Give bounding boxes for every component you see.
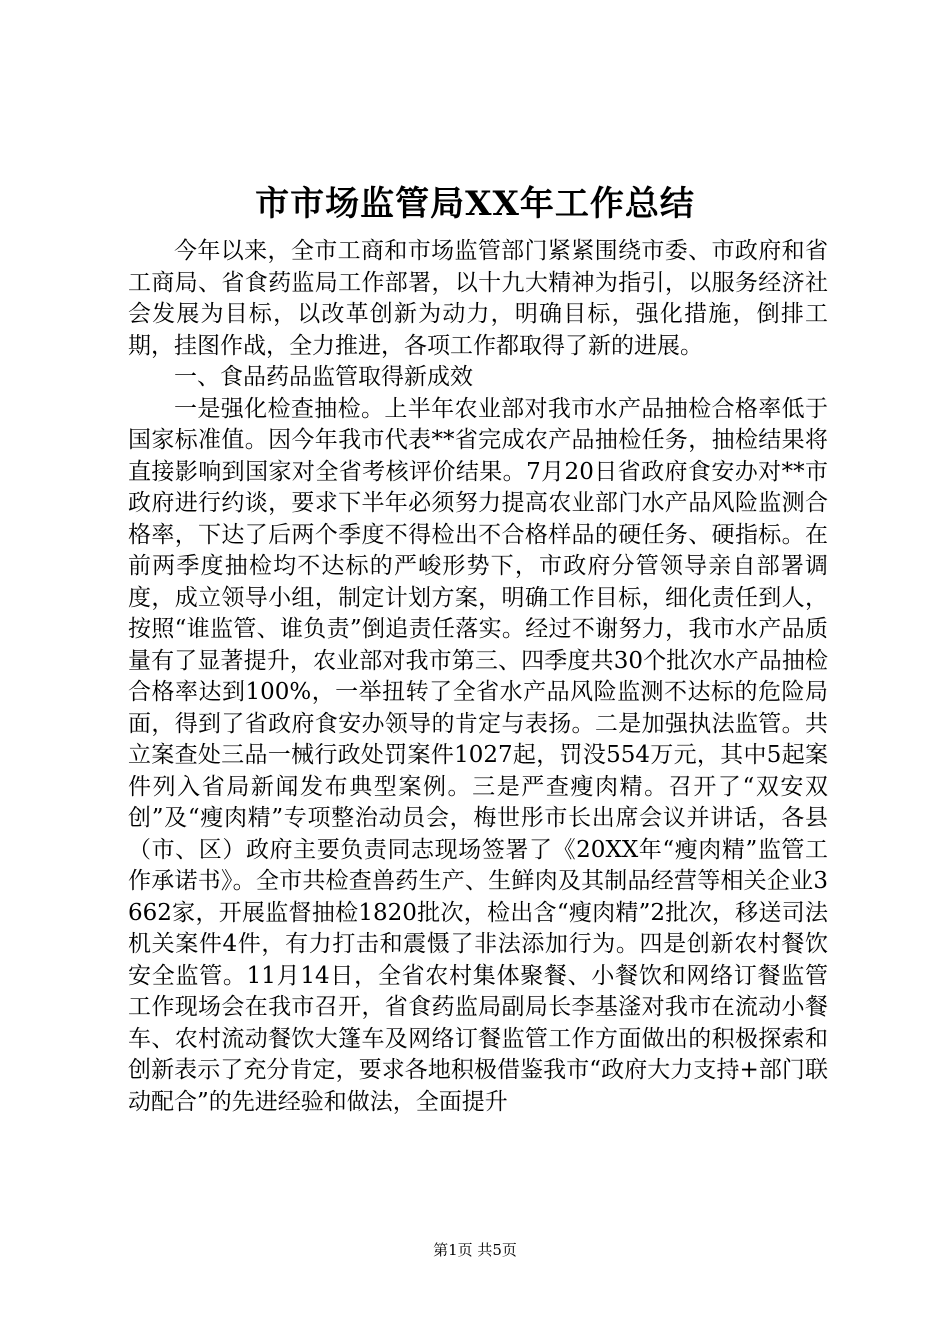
page-footer: 第1页 共5页 xyxy=(433,1241,517,1259)
document-body xyxy=(128,236,828,1118)
body-paragraph: 一是强化检查抽检。上半年农业部对我市水产品抽检合格率低于国家标准值。因今年我市代表**省完成农产品抽检任务，抽检结果将直接影响到国家对全省考核评价结果。7月20日省政府食安办对**市政府进行约谈，要求下半年必须努力提高农业部门水产品风险监测合格率，下达了后两个季度不得检出不合格样品的硬任务、硬指标。在前两季度抽检均不达标的严峻形势下，市政府分管领导亲自部署调度，成立领导小组，制定计划方案，明确工作目标，细化责任到人，按照“谁监管、谁负责”倒追责任落实。经过不谢努力，我市水产品质量有了显著提升，农业部对我市第三、四季度共30个批次水产品抽检合格率达到100%，一举扭转了全省水产品风险监测不达标的危险局面，得到了省政府食安办领导的肯定与表扬。二是加强执法监管。共立案查处三品一械行政处罚案件1027起，罚没554万元，其中5起案件列入省局新闻发布典型案例。三是严查瘦肉精。召开了“双安双创”及“瘦肉精”专项整治动员会，梅世彤市长出席会议并讲话，各县（市、区）政府主要负责同志现场签署了《20XX年“瘦肉精”监管工作承诺书》。全市共检查兽药生产、生鲜肉及其制品经营等相关企业3662家，开展监督抽检1820批次，检出含“瘦肉精”2批次，移送司法机关案件4件，有力打击和震慑了非法添加行为。四是创新农村餐饮安全监管。11月14日，全省农村集体聚餐、小餐饮和网络订餐监管工作现场会在我市召开，省食药监局副局长李基滏对我市在流动小餐车、农村流动餐饮大篷车及网络订餐监管工作方面做出的积极探索和创新表示了充分肯定，要求各地积极借鉴我市“政府大力支持+部门联动配合”的先进经验和做法，全面提升 xyxy=(128,395,828,1115)
document-title: 市市场监管局XX年工作总结 xyxy=(255,184,695,224)
section-heading: 一、食品药品监管取得新成效 xyxy=(174,364,473,390)
intro-paragraph: 今年以来，全市工商和市场监管部门紧紧围绕市委、市政府和省工商局、省食药监局工作部署，以十九大精神为指引，以服务经济社会发展为目标，以改革创新为动力，明确目标，强化措施，倒排工期，挂图作战，全力推进，各项工作都取得了新的进展。 xyxy=(128,238,828,359)
